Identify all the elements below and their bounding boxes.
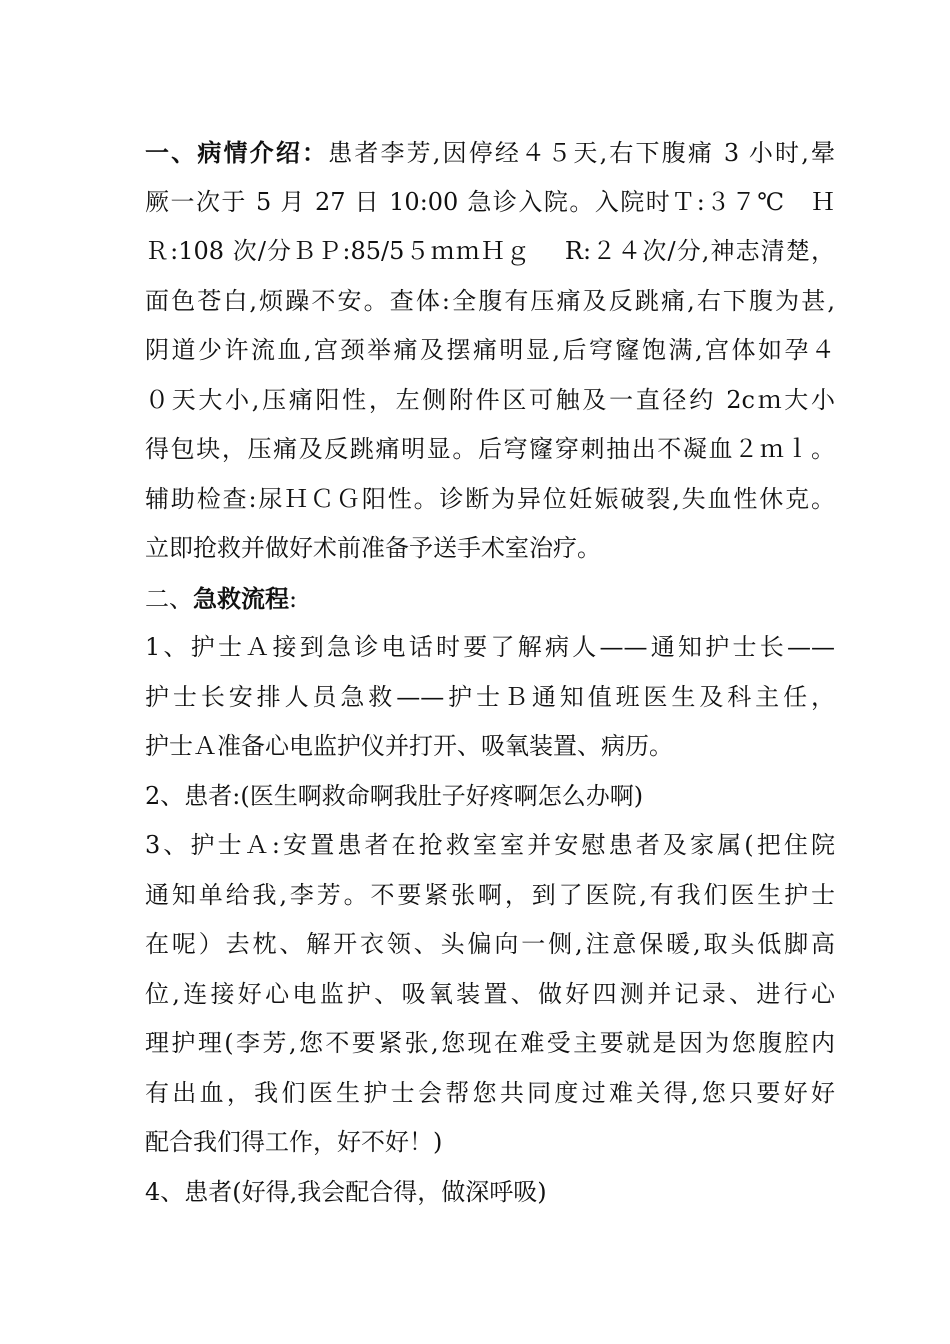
section2-heading-title: 急救流程	[193, 583, 289, 613]
section2-line-4: 2、患者:(医生啊救命啊我肚子好疼啊怎么办啊)	[145, 781, 644, 810]
section2-line-11: 配合我们得工作，好不好！)	[145, 1128, 443, 1156]
section2-line-2: 护士长安排人员急救——护士Ｂ通知值班医生及科主任，	[145, 682, 835, 711]
section2-line-1: 1、护士Ａ接到急诊电话时要了解病人——通知护士长——	[145, 633, 835, 661]
section1-line-3: Ｒ:108 次/分ＢＰ:85/5５ｍｍＨｇ R:２４次/分,神志清楚，	[145, 237, 835, 265]
section2-line-9: 理护理(李芳,您不要紧张,您现在难受主要就是因为您腹腔内	[145, 1029, 835, 1057]
section1-heading: 一、病情介绍：	[145, 138, 329, 167]
section2-heading	[145, 574, 835, 624]
section2-heading-suffix: :	[289, 584, 298, 613]
section2-line-3: 护士Ａ准备心电监护仪并打开、吸氧装置、病历。	[145, 732, 673, 760]
section2-heading-prefix: 二、	[145, 584, 193, 613]
section2-line-10: 有出血，我们医生护士会帮您共同度过难关得,您只要好好	[145, 1078, 835, 1107]
section2-line-7: 在呢）去枕、解开衣领、头偏向一侧,注意保暖,取头低脚高	[145, 930, 835, 958]
section2-line-8: 位,连接好心电监护、吸氧装置、做好四测并记录、进行心	[145, 979, 835, 1008]
section1-line-1	[145, 128, 835, 178]
section1-line-6: ０天大小,压痛阳性，左侧附件区可触及一直径约 2cｍ大小	[145, 385, 835, 414]
section1-line-4: 面色苍白,烦躁不安。查体:全腹有压痛及反跳痛,右下腹为甚,	[145, 286, 835, 315]
section1-text: 患者李芳,因停经４５天,右下腹痛 3 小时,晕	[328, 139, 836, 167]
section1-line-9: 立即抢救并做好术前准备予送手术室治疗。	[145, 534, 601, 562]
document-body	[145, 128, 835, 1217]
section2-line-12: 4、患者(好得,我会配合得，做深呼吸)	[145, 1177, 547, 1206]
section1-line-5: 阴道少许流血,宫颈举痛及摆痛明显,后穹窿饱满,宫体如孕４	[145, 336, 835, 364]
section2-line-6: 通知单给我,李芳。不要紧张啊，到了医院,有我们医生护士	[145, 880, 835, 909]
section1-line-7: 得包块，压痛及反跳痛明显。后穹窿穿刺抽出不凝血２ｍｌ。	[145, 435, 835, 463]
section1-line-2: 厥一次于 5 月 27 日 10:00 急诊入院。入院时Ｔ:３７℃ Ｈ	[145, 187, 835, 216]
section2-line-5: 3、护士Ａ:安置患者在抢救室室并安慰患者及家属(把住院	[145, 831, 835, 859]
section1-line-8: 辅助检查:尿ＨＣＧ阳性。诊断为异位妊娠破裂,失血性休克。	[145, 484, 835, 513]
